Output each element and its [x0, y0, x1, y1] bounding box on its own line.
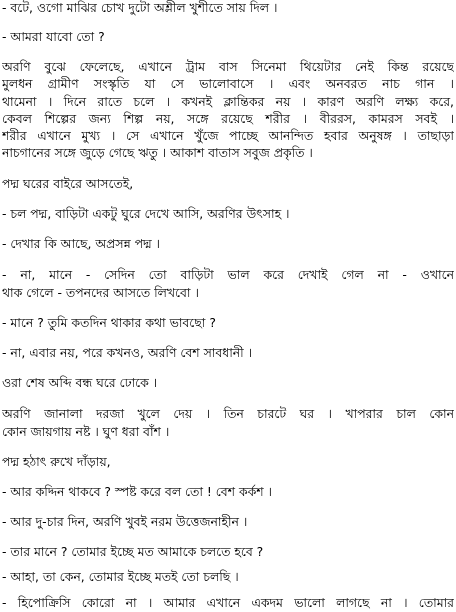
- text-line: কোন জায়গায় নষ্ট । ঘুণ ধরা বাঁশ ।: [2, 424, 170, 439]
- text-line: - আর কদ্দিন থাকবে ? স্পষ্ট করে বল তো ! বেশ কর্কশ ।: [2, 484, 272, 499]
- text-line: - চল পদ্ম, বাড়িটা একটু ঘুরে দেখে আসি, অরণির উৎসাহ ।: [2, 206, 290, 221]
- text-line: নাচগানের সঙ্গে জুড়ে গেছে ঋতু । আকাশ বাতাস সবুজ প্রকৃতি ।: [2, 145, 313, 160]
- text-line: পদ্ম ঘরের বাইরে আসতেই,: [2, 176, 134, 191]
- text-line: - আমরা যাবো তো ?: [2, 29, 105, 44]
- text-line: অরণি জানালা দরজা খুলে দেয় । তিন চারটে ঘর । খাপরার চাল কোন: [2, 406, 454, 421]
- text-line: অরণি বুঝে ফেলেছে, এখানে ট্রাম বাস সিনেমা থিয়েটার নেই কিন্ত রয়েছে: [2, 59, 454, 74]
- text-line: থামেনা । দিনে রাতে চলে । কখনই ক্লান্তিকর নয় । কারণ অরণি লক্ষ্য করে,: [2, 94, 454, 109]
- text-line: শরীর এখানে মুখ্য । সে এখানে খুঁজে পাচ্ছে আনন্দিত হবার অনুষঙ্গ । তাছাড়া: [2, 128, 454, 143]
- text-line: মুলধন গ্রামীণ সংস্কৃতি যা সে ভালোবাসে । এবং অনবরত নাচ গান ।: [2, 76, 454, 91]
- text-line: ওরা শেষ অব্দি বন্ধ ঘরে ঢোকে ।: [2, 375, 158, 390]
- text-line: পদ্ম হঠাৎ রুখে দাঁড়ায়,: [2, 454, 111, 469]
- text-line: - দেখার কি আছে, অপ্রসন্ন পদ্ম ।: [2, 236, 160, 251]
- text-line: - না, মানে - সেদিন তো বাড়িটা ভাল করে দেখাই গেল না - ওখানে: [2, 267, 454, 282]
- text-line: - আর দু-চার দিন, অরণি খুবই নরম উত্তেজনাহীন ।: [2, 514, 248, 529]
- text-line: - মানে ? তুমি কতদিন থাকার কথা ভাবছো ?: [2, 315, 216, 330]
- text-line: - না, এবার নয়, পরে কখনও, অরণি বেশ সাবধানী ।: [2, 345, 253, 360]
- text-line: - তার মানে ? তোমার ইচ্ছে মত আমাকে চলতে হবে ?: [2, 544, 264, 559]
- text-line: - বটে, ওগো মাঝির চোখ দুটো অশ্লীল খুশীতে সায় দিল ।: [2, 0, 278, 15]
- text-line: থাক গেলে - তপনদের আসতে লিখবো ।: [2, 285, 199, 300]
- text-line: - আহা, তা কেন, তোমার ইচ্ছে মতই তো চলছি ।: [2, 569, 239, 584]
- text-line: কেবল শিল্পের জন্য শিল্প নয়, সঙ্গে রয়েছে শরীর । বীররস, কামরস সবই ।: [2, 111, 454, 126]
- text-line: - হিপোক্রিসি কোরো না । আমার এখানে একদম ভালো লাগছে না । তোমার: [2, 595, 454, 610]
